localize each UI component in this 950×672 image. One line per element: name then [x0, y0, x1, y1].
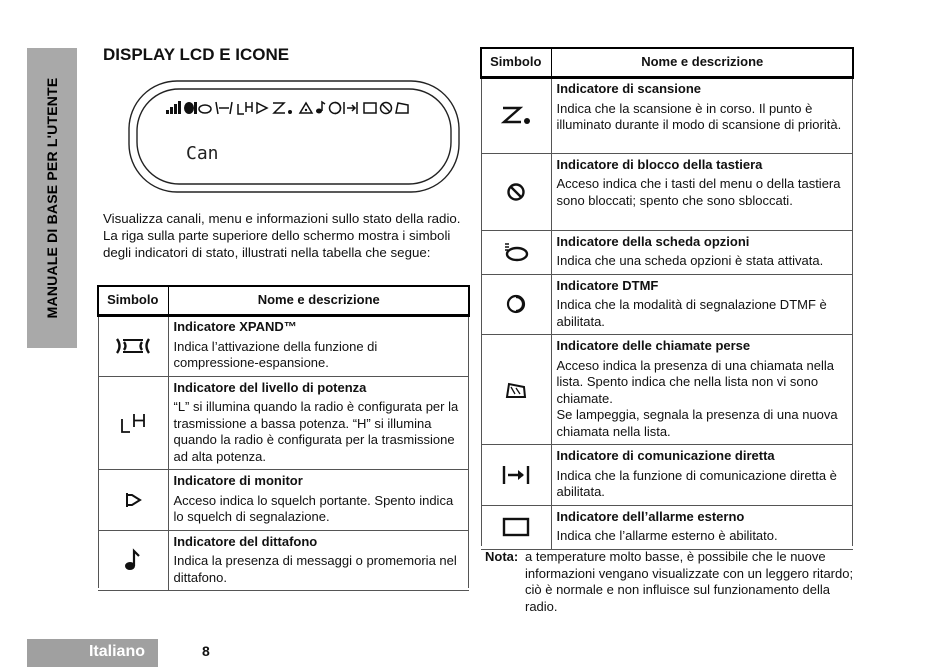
row-name: Indicatore del dittafono — [173, 533, 318, 549]
scan-icon — [500, 104, 532, 126]
row-desc: Indica che una scheda opzioni è stata attivata. — [556, 253, 824, 268]
lcd-display-frame — [128, 80, 460, 193]
row-desc: Acceso indica lo squelch portante. Spento indica lo squelch di segnalazione. — [173, 492, 454, 524]
note-label: Nota: — [485, 549, 519, 564]
keypad-lock-icon — [505, 181, 527, 203]
row-name: Indicatore di monitor — [173, 473, 303, 488]
col-header-symbol: Simbolo — [481, 48, 551, 77]
xpand-icon — [113, 336, 153, 356]
row-desc: Indica che la funzione di comunicazione diretta è abilitata. — [556, 467, 837, 499]
table-row — [481, 505, 853, 549]
row-name: Indicatore delle chiamate perse — [556, 338, 751, 353]
music-note-icon — [123, 548, 143, 572]
table-row — [481, 230, 853, 274]
table-row — [481, 274, 853, 335]
talkaround-icon — [500, 463, 532, 487]
right-table-left-border — [481, 79, 482, 546]
power-level-icon — [117, 411, 149, 435]
missed-call-icon — [503, 379, 529, 401]
note-block — [485, 549, 855, 615]
lcd-text: Can — [186, 143, 219, 164]
col-header-name: Nome e descrizione — [551, 48, 853, 77]
row-desc: Indica l’attivazione della funzione di compressione-espansione. — [173, 338, 378, 370]
left-table-right-border — [468, 317, 469, 588]
page-number: 8 — [202, 643, 210, 659]
table-row — [481, 153, 853, 230]
left-symbol-table — [98, 286, 469, 591]
col-header-name: Nome e descrizione — [168, 286, 469, 315]
table-row — [481, 77, 853, 153]
section-side-tab — [27, 48, 77, 348]
right-symbol-table — [481, 48, 853, 550]
external-alarm-icon — [501, 516, 531, 538]
row-name: Indicatore di scansione — [556, 81, 701, 96]
row-name: Indicatore della scheda opzioni — [556, 233, 750, 249]
lcd-display-illustration — [128, 80, 460, 193]
dtmf-icon — [505, 293, 527, 315]
row-name: Indicatore di comunicazione diretta — [556, 448, 775, 463]
row-name: Indicatore del livello di potenza — [173, 379, 367, 395]
row-name: Indicatore XPAND™ — [173, 319, 297, 334]
table-row — [98, 376, 469, 470]
col-header-symbol: Simbolo — [98, 286, 168, 315]
left-table-left-border — [98, 317, 99, 588]
table-row — [98, 470, 469, 531]
language-footer-tab — [27, 639, 158, 667]
row-desc: Indica che l’allarme esterno è abilitato. — [556, 528, 778, 543]
row-desc: Acceso indica che i tasti del menu o della tastiera sono bloccati; spento che sono sbloccati. — [556, 176, 841, 208]
row-name: Indicatore di blocco della tastiera — [556, 156, 763, 172]
row-desc: Acceso indica la presenza di una chiamata nella lista. Spento indica che nella lista non vi sono chiamate. Se lampeggia, segnala la presenza di una nuova chiamata nella lista. — [556, 357, 838, 439]
row-desc: Indica la presenza di messaggi o promemoria nel dittafono. — [173, 553, 457, 585]
row-desc: Indica che la modalità di segnalazione DTMF è abilitata. — [556, 297, 827, 329]
row-name: Indicatore dell’allarme esterno — [556, 508, 745, 524]
table-row — [481, 335, 853, 445]
right-table-right-border — [852, 79, 853, 546]
option-board-icon — [502, 241, 530, 263]
intro-paragraph: Visualizza canali, menu e informazioni sullo stato della radio. La riga sulla parte superiore dello schermo mostra i simboli degli indicatori di stato, illustrati nella tabella che segue: — [103, 211, 461, 260]
side-tab-label: MANUALE DI BASE PER L'UTENTE — [44, 77, 60, 319]
table-row — [98, 315, 469, 376]
table-row — [98, 530, 469, 591]
row-name: Indicatore DTMF — [556, 277, 659, 293]
note-text: a temperature molto basse, è possibile che le nuove informazioni vengano visualizzate con un leggero ritardo; ciò è normale e non influisce sul funzionamento della radio. — [525, 549, 854, 614]
row-desc: Indica che la scansione è in corso. Il punto è illuminato durante il modo di scansione di priorità. — [556, 100, 842, 132]
row-desc: “L” si illumina quando la radio è configurata per la trasmissione a bassa potenza. “H” si illumina quando la radio è configurata per la trasmissione ad alta potenza. — [173, 399, 459, 464]
monitor-speaker-icon — [122, 489, 144, 511]
table-row — [481, 445, 853, 506]
page-title: DISPLAY LCD E ICONE — [103, 45, 290, 64]
language-label: Italiano — [88, 643, 145, 660]
